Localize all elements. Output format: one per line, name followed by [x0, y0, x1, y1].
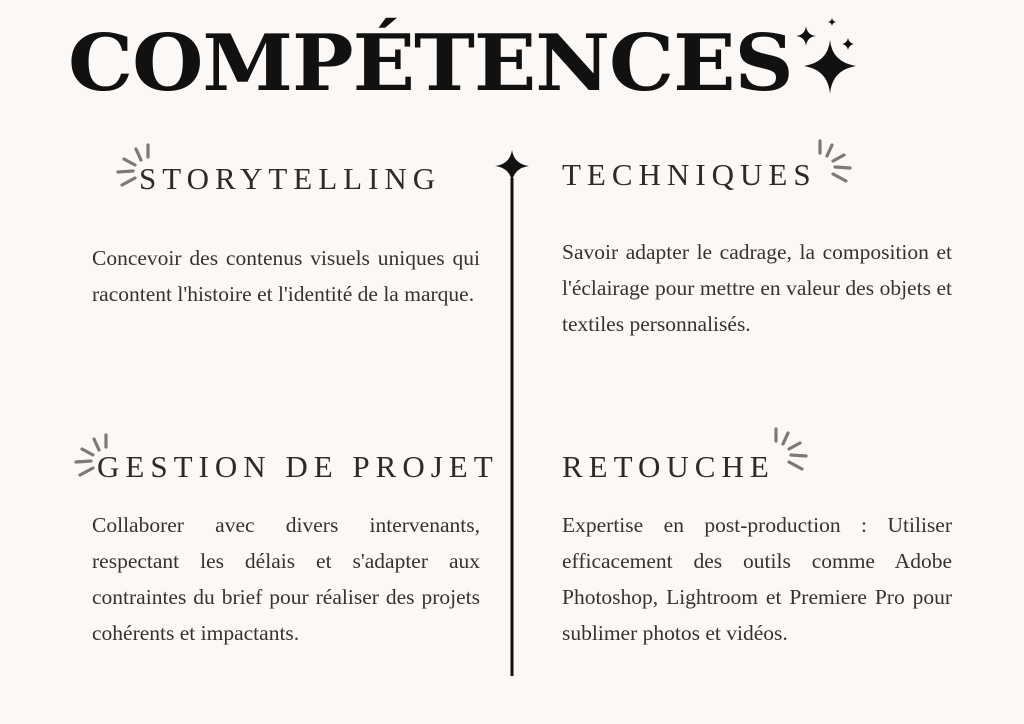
section-text-gestion-de-projet: Collaborer avec divers intervenants, respectant les délais et s'adapter aux contraintes du brief pour réaliser des projets cohérents et impactants.: [92, 513, 480, 645]
section-heading-retouche: RETOUCHE: [562, 449, 775, 484]
section-heading-techniques: TECHNIQUES: [562, 157, 817, 192]
page-title: COMPÉTENCES: [68, 18, 793, 109]
four-point-star-icon: [495, 150, 529, 182]
section-text-storytelling: Concevoir des contenus visuels uniques qui racontent l'histoire et l'identité de la marque.: [92, 246, 480, 306]
section-heading-storytelling: STORYTELLING: [139, 161, 442, 196]
section-heading-gestion-de-projet: GESTION DE PROJET: [97, 449, 499, 484]
section-text-retouche: Expertise en post-production : Utiliser efficacement des outils comme Adobe Photoshop, Lightroom et Premiere Pro pour sublimer photos et vidéos.: [562, 513, 952, 645]
sparkles-icon: [786, 16, 866, 106]
center-divider: [493, 150, 531, 676]
section-text-techniques: Savoir adapter le cadrage, la composition et l'éclairage pour mettre en valeur des objets et textiles personnalisés.: [562, 240, 952, 336]
